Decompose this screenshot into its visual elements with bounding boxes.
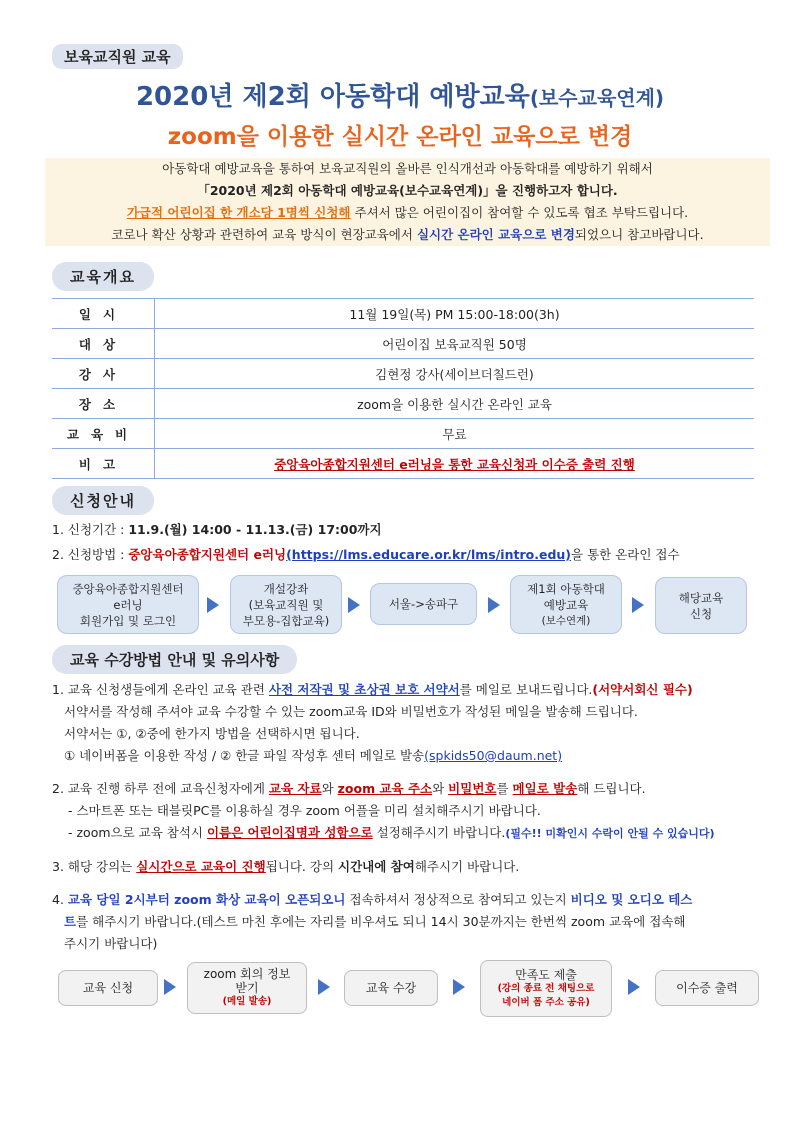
note-text: 2. 교육 진행 하루 전에 교육신청자에게 (52, 781, 269, 796)
flow1-step-2 (230, 575, 342, 634)
flow-text: 만족도 제출 (515, 967, 577, 982)
note-highlight: 실시간으로 교육이 진행 (136, 859, 266, 874)
note-text: 됩니다. 강의 (265, 859, 338, 874)
note-1-line-2: 서약서를 작성해 주셔야 교육 수강할 수 있는 zoom교육 ID와 비밀번호가 작성된 메일을 발송해 드립니다. (64, 704, 638, 719)
note-highlight: 사전 저작권 및 초상권 보호 서약서 (268, 682, 460, 697)
flow-text: (강의 종료 전 채팅으로 (497, 982, 595, 994)
note-text: 1. 교육 신청생들에게 온라인 교육 관련 (52, 682, 269, 697)
overview-key: 교육비 (52, 419, 155, 449)
note-4-line-2 (64, 912, 685, 930)
table-row (52, 329, 754, 359)
flow-text: 이수증 출력 (676, 981, 738, 995)
note-1 (52, 680, 693, 698)
apply-url-link[interactable]: (https://lms.educare.or.kr/lms/intro.edu) (286, 547, 572, 562)
overview-key: 대상 (52, 329, 155, 359)
overview-value: 중앙육아종합지원센터 e러닝을 통한 교육신청과 이수증 출력 진행 (155, 449, 755, 479)
note-2 (52, 779, 646, 797)
flow1-step-5 (655, 577, 747, 634)
category-tag: 보육교직원 교육 (52, 44, 183, 69)
section-apply-heading: 신청안내 (52, 486, 154, 515)
note-text: 와 (321, 781, 338, 796)
flow2-step-2 (187, 962, 307, 1014)
note-text: 해주시기 바랍니다. (414, 859, 520, 874)
intro-line-4-b: 되었으니 참고바랍니다. (574, 227, 704, 242)
note-text: 접속하셔서 정상적으로 참여되고 있는지 (345, 892, 571, 907)
note-highlight: 이름은 어린이집명과 성함으로 (206, 825, 373, 840)
intro-line-3-rest: 주셔서 많은 어린이집이 참여할 수 있도록 협조 부탁드립니다. (350, 205, 689, 220)
note-text: 를 해주시기 바랍니다.(테스트 마친 후에는 자리를 비우셔도 되니 14시 30분까지는 한번씩 zoom 교육에 접속해 (76, 914, 686, 929)
note-text: 해 드립니다. (577, 781, 646, 796)
flow-text: zoom 회의 정보 (203, 967, 291, 981)
note-highlight: zoom 교육 주소 (337, 781, 433, 796)
flow-text: 해당교육 (678, 590, 724, 605)
flow-text: 교육 신청 (82, 981, 134, 995)
section-notes-heading: 교육 수강방법 안내 및 유의사항 (52, 645, 297, 674)
flow-text: 예방교육 (543, 597, 589, 612)
apply-method-org: 중앙육아종합지원센터 e러닝 (128, 547, 287, 562)
note-text: - zoom으로 교육 참석시 (68, 825, 207, 840)
note-highlight: 메일로 발송 (512, 781, 578, 796)
overview-value: 무료 (155, 419, 755, 449)
title-main: 2020년 제2회 아동학대 예방교육 (135, 82, 530, 112)
flow-text: 신청 (689, 606, 713, 621)
flow-text: 받기 (235, 981, 259, 995)
apply-method-rest: 을 통한 온라인 접수 (571, 547, 680, 562)
flow-text: 개설강좌 (263, 581, 309, 596)
overview-key: 강사 (52, 359, 155, 389)
flow-text: e러닝 (113, 597, 143, 612)
flow2-step-3 (344, 970, 438, 1006)
overview-value: 11월 19일(목) PM 15:00-18:00(3h) (155, 299, 755, 329)
flow-text: (메일 발송) (222, 996, 272, 1007)
note-highlight: 트 (64, 914, 77, 929)
flow2-step-4 (480, 960, 612, 1017)
flow1-step-3 (370, 583, 477, 625)
note-required: (필수!! 미확인시 수락이 안될 수 있습니다) (505, 827, 715, 840)
note-text: 4. (52, 892, 68, 907)
flow-arrow-icon (488, 597, 500, 613)
flow-text: 부모용-집합교육) (242, 613, 330, 628)
note-1-line-3: 서약서는 ①, ②중에 한가지 방법을 선택하시면 됩니다. (64, 726, 360, 741)
note-highlight: 교육 자료 (268, 781, 322, 796)
flow-text: 네이버 폼 주소 공유) (502, 996, 590, 1008)
flow-text: 회원가입 및 로그인 (79, 613, 177, 628)
note-text: ① 네이버폼을 이용한 작성 / ② 한글 파일 작성후 센터 메일로 발송 (64, 748, 425, 763)
note-bold: 시간내에 참여 (338, 859, 415, 874)
flow-text: 중앙육아종합지원센터 (72, 581, 184, 596)
note-highlight: 비밀번호 (448, 781, 497, 796)
flow1-step-1 (57, 575, 199, 634)
flow1-step-4 (510, 575, 622, 634)
overview-table (52, 298, 754, 479)
email-link[interactable]: (spkids50@daum.net) (424, 748, 563, 763)
note-highlight: 교육 당일 2시부터 zoom 화상 교육이 오픈되오니 (67, 892, 346, 907)
table-row (52, 419, 754, 449)
note-3 (52, 857, 519, 875)
overview-value: zoom을 이용한 실시간 온라인 교육 (155, 389, 755, 419)
apply-method (52, 545, 680, 563)
title-sub: (보수교육연계) (529, 86, 665, 110)
overview-key: 비고 (52, 449, 155, 479)
apply-method-label: 2. 신청방법 : (52, 547, 129, 562)
note-2-line-3 (68, 823, 715, 841)
flow2-step-1 (58, 970, 158, 1006)
note-1-line-4 (64, 746, 562, 764)
table-row (52, 299, 754, 329)
intro-line-2: 「2020년 제2회 아동학대 예방교육(보수교육연계)」을 진행하고자 합니다. (197, 183, 618, 198)
overview-value: 어린이집 보육교직원 50명 (155, 329, 755, 359)
intro-box (45, 158, 770, 246)
overview-key: 장소 (52, 389, 155, 419)
table-row (52, 359, 754, 389)
flow-text: 교육 수강 (365, 981, 417, 995)
note-text: 를 메일로 보내드립니다. (459, 682, 593, 697)
flow-arrow-icon (628, 979, 640, 995)
flow2-step-5 (655, 970, 759, 1006)
note-2-line-2: - 스마트폰 또는 태블릿PC를 이용하실 경우 zoom 어플을 미리 설치해주시기 바랍니다. (68, 803, 541, 818)
flow-arrow-icon (348, 597, 360, 613)
flow-arrow-icon (207, 597, 219, 613)
overview-key: 일시 (52, 299, 155, 329)
note-text: 설정해주시기 바랍니다. (372, 825, 506, 840)
table-row (52, 449, 754, 479)
apply-period (52, 520, 382, 538)
note-required: (서약서회신 필수) (592, 682, 693, 697)
flow-arrow-icon (453, 979, 465, 995)
intro-line-4-hl: 실시간 온라인 교육으로 변경 (416, 227, 575, 242)
note-4 (52, 890, 692, 908)
note-text: 를 (496, 781, 513, 796)
note-text: 와 (432, 781, 449, 796)
flow-text: 서울->송파구 (388, 597, 459, 611)
note-highlight: 비디오 및 오디오 테스 (570, 892, 693, 907)
flow-text: (보육교직원 및 (248, 597, 324, 612)
intro-line-4-a: 코로나 확산 상황과 관련하여 교육 방식이 현장교육에서 (111, 227, 417, 242)
intro-line-4 (45, 224, 770, 246)
apply-period-value: 11.9.(월) 14:00 - 11.13.(금) 17:00까지 (128, 522, 382, 537)
note-text: 3. 해당 강의는 (52, 859, 137, 874)
page-title (0, 76, 800, 113)
flow-text: 제1회 아동학대 (527, 581, 605, 596)
intro-line-1: 아동학대 예방교육을 통하여 보육교직원의 올바른 인식개선과 아동학대를 예방하기 위해서 (162, 161, 653, 176)
apply-period-label: 1. 신청기간 : (52, 522, 129, 537)
intro-highlight: 가급적 어린이집 한 개소당 1명씩 신청해 (126, 205, 351, 220)
overview-value: 김현정 강사(세이브더칠드런) (155, 359, 755, 389)
section-overview-heading: 교육개요 (52, 262, 154, 291)
intro-line-3 (45, 202, 770, 224)
note-4-line-3: 주시기 바랍니다) (64, 936, 158, 951)
flow-text: (보수연계) (541, 614, 591, 627)
flow-arrow-icon (632, 597, 644, 613)
page-subtitle: zoom을 이용한 실시간 온라인 교육으로 변경 (167, 124, 633, 150)
table-row (52, 389, 754, 419)
flow-arrow-icon (318, 979, 330, 995)
flow-arrow-icon (164, 979, 176, 995)
